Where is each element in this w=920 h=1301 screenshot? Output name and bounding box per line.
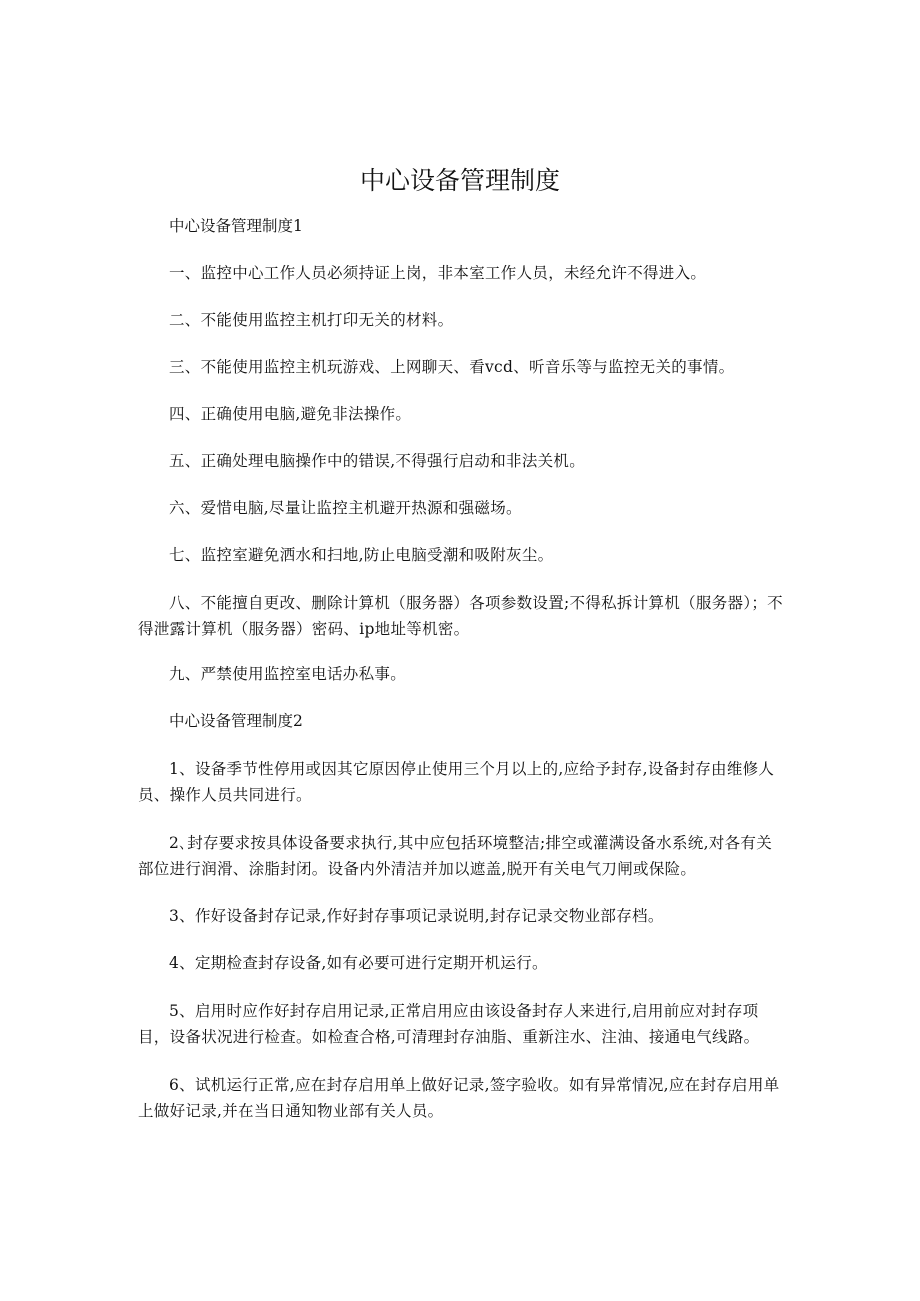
section1-heading: 中心设备管理制度1 <box>169 217 303 235</box>
procedure-item: 4、定期检查封存设备,如有必要可进行定期开机运行。 <box>169 954 548 972</box>
rule-item: 五、正确处理电脑操作中的错误,不得强行启动和非法关机。 <box>169 452 586 470</box>
procedure-item: 1、设备季节性停用或因其它原因停止使用三个月以上的,应给予封存,设备封存由维修人员、操作人员共同进行。 <box>138 760 775 804</box>
rule-item: 八、不能擅自更改、删除计算机（服务器）各项参数设置;不得私拆计算机（服务器）；不得泄露计算机（服务器）密码、ip地址等机密。 <box>138 594 783 638</box>
procedure-item: 5、启用时应作好封存启用记录,正常启用应由该设备封存人来进行,启用前应对封存项目，设备状况进行检查。如检查合格,可清理封存油脂、重新注水、注油、接通电气线路。 <box>138 1002 760 1046</box>
section2-heading: 中心设备管理制度2 <box>169 712 303 730</box>
rule-item: 三、不能使用监控主机玩游戏、上网聊天、看vcd、听音乐等与监控无关的事情。 <box>169 358 735 376</box>
rule-item: 二、不能使用监控主机打印无关的材料。 <box>169 311 454 329</box>
rule-item: 六、爱惜电脑,尽量让监控主机避开热源和强磁场。 <box>169 499 522 517</box>
rule-item: 九、严禁使用监控室电话办私事。 <box>169 665 407 683</box>
procedure-item: 2､封存要求按具体设备要求执行,其中应包括环境整洁;排空或灌满设备水系统,对各有关部位进行润滑、涂脂封闭。设备内外清洁并加以遮盖,脱开有关电气刀闸或保险。 <box>138 834 772 878</box>
rule-item: 四、正确使用电脑,避免非法操作。 <box>169 405 412 423</box>
rule-item: 七、监控室避免洒水和扫地,防止电脑受潮和吸附灰尘。 <box>169 546 554 564</box>
procedure-item: 6、试机运行正常,应在封存启用单上做好记录,签字验收。如有异常情况,应在封存启用单上做好记录,并在当日通知物业部有关人员。 <box>138 1076 780 1120</box>
document-body <box>138 214 786 1146</box>
document-title: 中心设备管理制度 <box>359 166 560 195</box>
rule-item: 一、监控中心工作人员必须持证上岗，非本室工作人员，未经允许不得进入。 <box>169 264 707 282</box>
procedure-item: 3、作好设备封存记录,作好封存事项记录说明,封存记录交物业部存档。 <box>169 907 664 925</box>
